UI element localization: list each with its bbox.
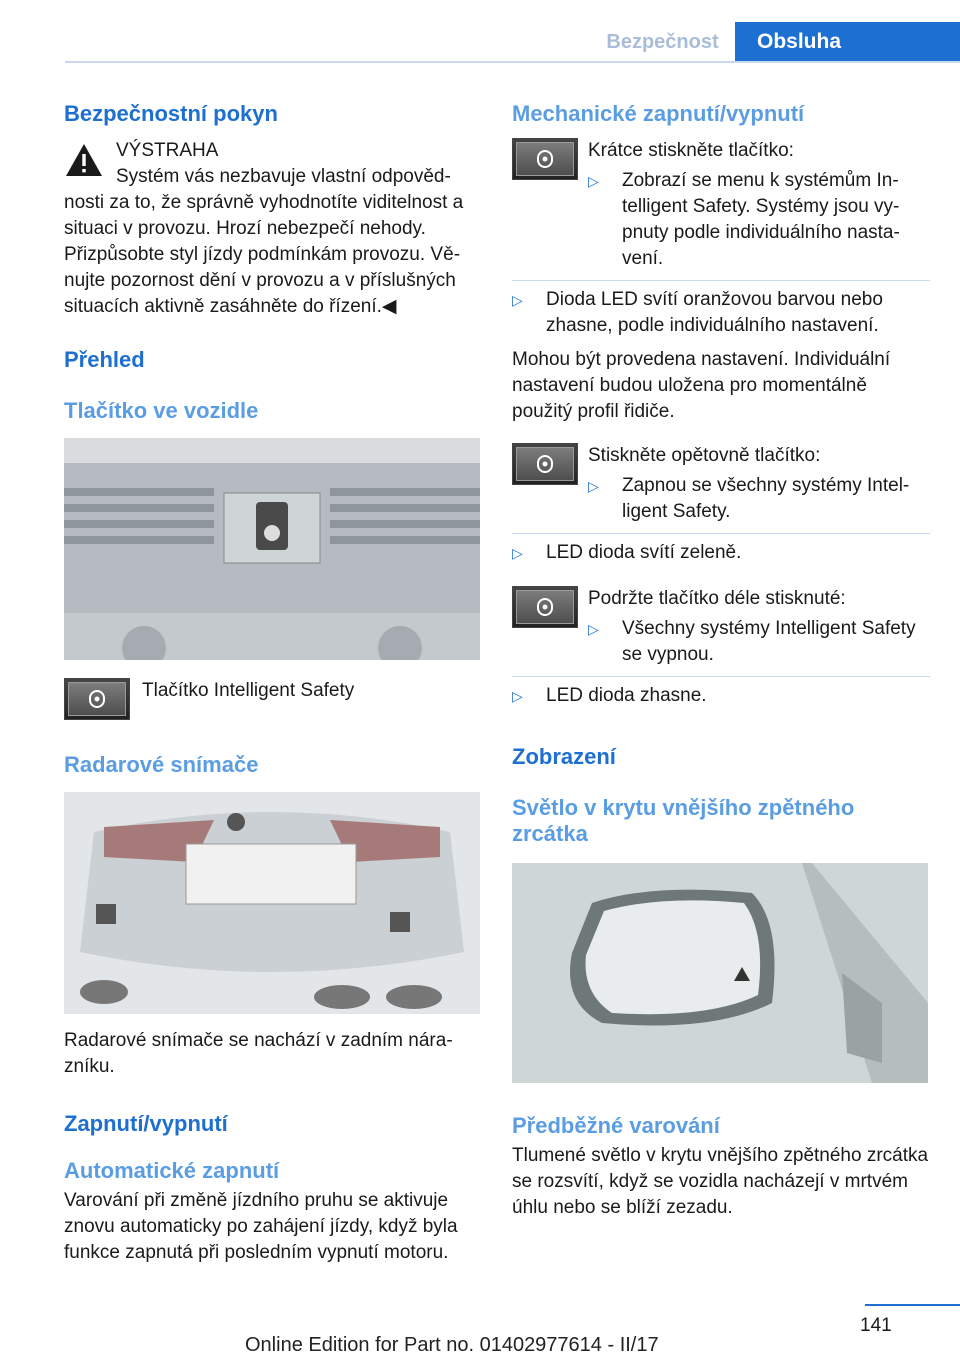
rear-bumper-photo (64, 792, 480, 1014)
edition-footer: Online Edition for Part no. 01402977614 - II/17 (245, 1334, 659, 1356)
right-column (512, 100, 930, 1221)
warning-block (64, 138, 482, 320)
warning-title: VÝSTRAHA (116, 140, 219, 161)
step-hold-bullet: ▷ Všechny systémy Intelligent Safety se vypnou. (588, 616, 930, 668)
page-number: 141 (860, 1315, 892, 1336)
header-rule (65, 61, 960, 63)
section-tab-operation: Obsluha (735, 22, 960, 62)
heading-display: Zobrazení (512, 744, 616, 769)
heading-pre-warning: Předběžné varování (512, 1113, 720, 1138)
heading-mechanical-on-off: Mechanické zapnutí/vypnutí (512, 101, 805, 126)
divider (512, 533, 930, 534)
button-caption-row (64, 678, 482, 720)
mirror-photo (512, 863, 928, 1083)
warning-triangle-icon (64, 142, 104, 178)
rear-car-illustration (64, 792, 480, 1014)
divider (512, 676, 930, 677)
led-green-bullet: ▷ LED dioda svítí zeleně. (512, 540, 930, 566)
step-press-again-lead: Stiskněte opětovně tlačítko: (588, 445, 821, 466)
dashboard-photo (64, 438, 480, 660)
heading-on-off: Zapnutí/vypnutí (64, 1111, 228, 1136)
mirror-illustration (512, 863, 928, 1083)
intelligent-safety-button-icon (512, 586, 578, 628)
led-orange-bullet: ▷ Dioda LED svítí oranžovou barvou nebo zhasne, podle individuálního nastavení. (512, 287, 930, 339)
footer-rule (865, 1304, 960, 1306)
step-short-press-bullet: ▷ Zobrazí se menu k systémům Intelligent Safety. Systémy jsou vypnuty podle individuálního nastavení. (588, 168, 930, 272)
divider (512, 280, 930, 281)
settings-text: Mohou být provedena nastavení. Individuální nastavení budou uložena pro momentálně použitý profil řidiče. (512, 349, 891, 422)
heading-automatic-on: Automatické zapnutí (64, 1158, 280, 1183)
heading-radar-sensors: Radarové snímače (64, 752, 259, 777)
page-header (590, 22, 960, 62)
heading-mirror-light: Světlo v krytu vnějšího zpětného zrcátka (512, 795, 855, 846)
step-hold (512, 586, 930, 668)
intelligent-safety-button-icon (64, 678, 130, 720)
heading-safety-note: Bezpečnostní pokyn (64, 101, 278, 126)
step-short-press (512, 138, 930, 272)
heading-overview: Přehled (64, 347, 145, 372)
left-column (64, 100, 482, 1266)
warning-text: Systém vás nezbavuje vlastní odpovědnosti za to, že správně vyhodnotíte viditelnost a situaci v provozu. Hrozí nebezpečí nehody. Přizpůsobte styl jízdy podmínkám provozu. Věnujte pozornost dění v provozu a v příslušných situacích aktivně zasáhněte do řízení.◀ (64, 166, 464, 317)
intelligent-safety-button-icon (512, 138, 578, 180)
pre-warning-text: Tlumené světlo v krytu vnějšího zpětného zrcátka se rozsvítí, když se vozidla nacházejí v mrtvém úhlu nebo se blíží zezadu. (512, 1145, 929, 1218)
radar-description: Radarové snímače se nachází v zadním nárazníku. (64, 1030, 453, 1077)
step-press-again-bullet: ▷ Zapnou se všechny systémy Intelligent Safety. (588, 473, 930, 525)
step-press-again (512, 443, 930, 525)
step-short-press-lead: Krátce stiskněte tlačítko: (588, 140, 794, 161)
step-hold-lead: Podržte tlačítko déle stisknuté: (588, 588, 846, 609)
section-tab-safety: Bezpečnost (606, 31, 719, 53)
automatic-on-text: Varování při změně jízdního pruhu se aktivuje znovu automaticky po zahájení jízdy, když byla funkce zapnutá při posledním vypnutí motoru. (64, 1190, 458, 1263)
button-caption: Tlačítko Intelligent Safety (142, 680, 355, 701)
intelligent-safety-button-icon (512, 443, 578, 485)
heading-button-in-vehicle: Tlačítko ve vozidle (64, 398, 259, 423)
led-off-bullet: ▷ LED dioda zhasne. (512, 683, 930, 709)
dashboard-illustration (64, 438, 480, 660)
